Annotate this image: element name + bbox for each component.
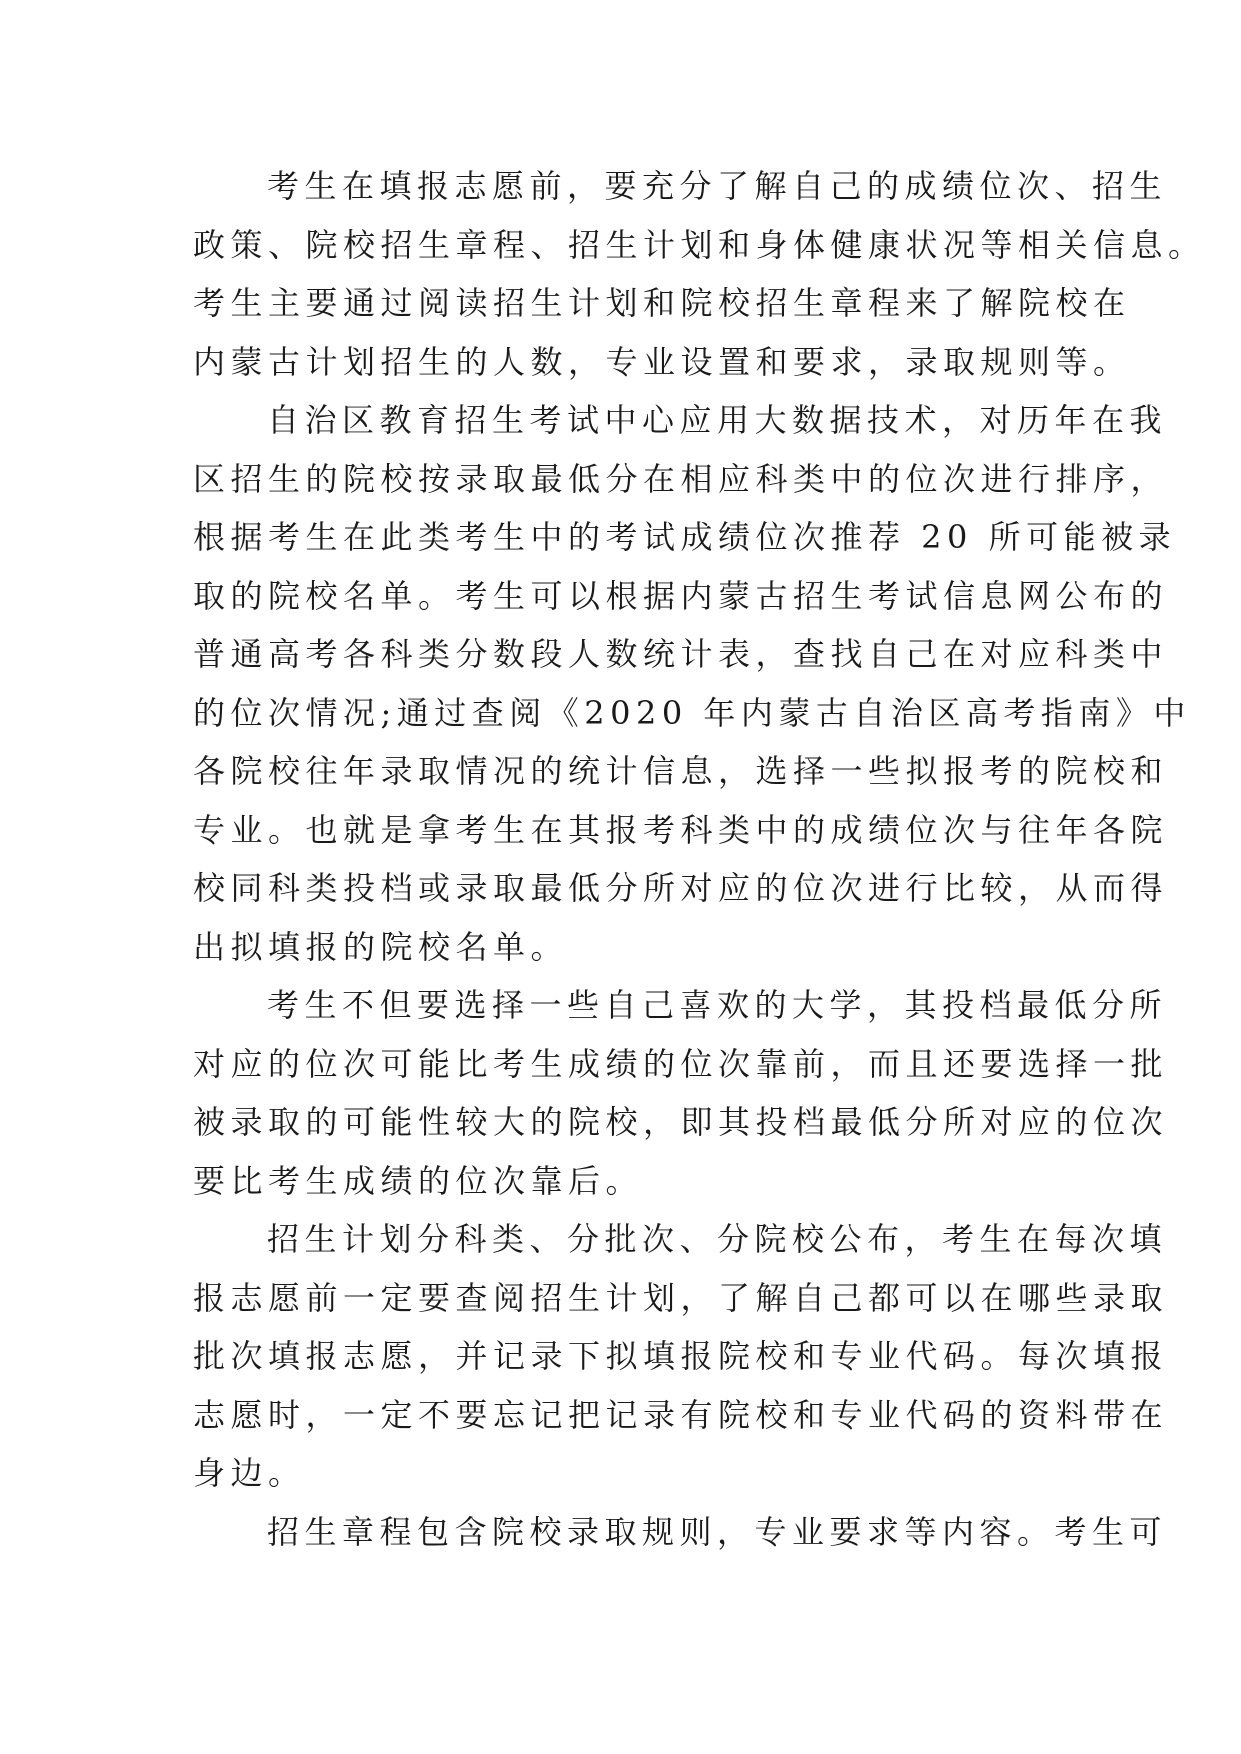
- text-line: 内蒙古计划招生的人数，专业设置和要求，录取规则等。: [193, 342, 1131, 381]
- text-line: 身边。: [193, 1454, 306, 1492]
- text-line: 考生不但要选择一些自己喜欢的大学，其投档最低分所: [267, 986, 1168, 1024]
- text-line: 专业。也就是拿考生在其报考科类中的成绩位次与往年各院: [193, 810, 1169, 849]
- text-line: 自治区教育招生考试中心应用大数据技术，对历年在我: [267, 401, 1168, 439]
- text-line: 各院校往年录取情况的统计信息，选择一些拟报考的院校和: [193, 752, 1169, 790]
- paragraph: [193, 157, 1206, 391]
- paragraph: [193, 976, 1169, 1210]
- text-line: 被录取的可能性较大的院校，即其投档最低分所对应的位次: [193, 1103, 1169, 1141]
- text-line: 招生计划分科类、分批次、分院校公布，考生在每次填: [267, 1220, 1168, 1258]
- text-line: 报志愿前一定要查阅招生计划，了解自己都可以在哪些录取: [193, 1278, 1169, 1317]
- text-line: 区招生的院校按录取最低分在相应科类中的位次进行排序，: [193, 459, 1169, 498]
- text-line: 招生章程包含院校录取规则，专业要求等内容。考生可: [267, 1512, 1168, 1551]
- text-line: 考生在填报志愿前，要充分了解自己的成绩位次、招生: [267, 167, 1168, 205]
- text-line: 的位次情况;通过查阅《2020 年内蒙古自治区高考指南》中: [193, 693, 1191, 732]
- text-line: 考生主要通过阅读招生计划和院校招生章程来了解院校在: [193, 284, 1131, 322]
- paragraph: [193, 391, 1191, 976]
- document-body: [193, 157, 1206, 1561]
- text-line: 普通高考各科类分数段人数统计表，查找自己在对应科类中: [193, 635, 1169, 673]
- text-line: 批次填报志愿，并记录下拟填报院校和专业代码。每次填报: [193, 1337, 1169, 1375]
- text-line: 志愿时，一定不要忘记把记录有院校和专业代码的资料带在: [193, 1395, 1169, 1434]
- text-line: 对应的位次可能比考生成绩的位次靠前，而且还要选择一批: [193, 1044, 1169, 1083]
- text-line: 校同科类投档或录取最低分所对应的位次进行比较，从而得: [193, 869, 1169, 907]
- text-line: 要比考生成绩的位次靠后。: [193, 1161, 644, 1200]
- text-line: 出拟填报的院校名单。: [193, 927, 569, 966]
- text-line: 根据考生在此类考生中的考试成绩位次推荐 20 所可能被录: [193, 518, 1177, 556]
- text-line: 取的院校名单。考生可以根据内蒙古招生考试信息网公布的: [193, 576, 1169, 615]
- paragraph: [193, 1210, 1169, 1503]
- paragraph: [193, 1503, 1168, 1562]
- text-line: 政策、院校招生章程、招生计划和身体健康状况等相关信息。: [193, 225, 1206, 264]
